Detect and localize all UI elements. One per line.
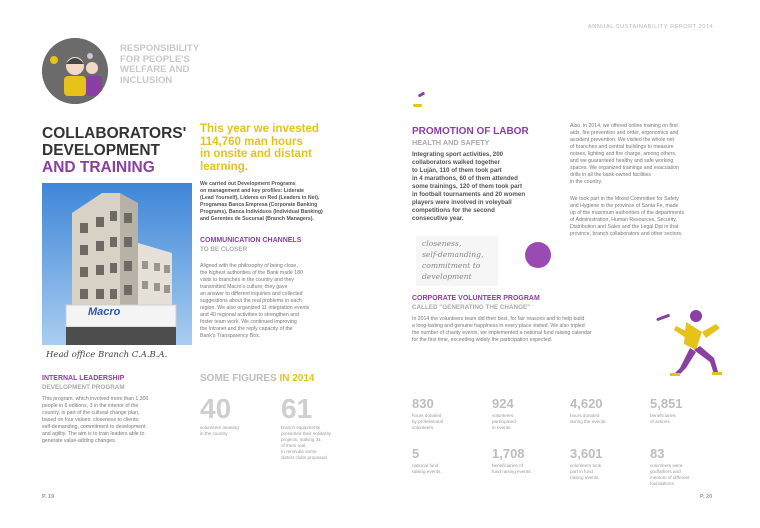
page-title: COLLABORATORS' DEVELOPMENT AND TRAINING <box>42 125 187 176</box>
stat-5: 5 <box>412 446 420 461</box>
figure-40: 40 <box>200 393 232 424</box>
section-badge-illustration <box>42 38 108 104</box>
comm-title: COMMUNICATION CHANNELS <box>200 237 302 244</box>
stat-3601: 3,601 <box>570 446 603 461</box>
stat-830-desc: hours donated by professional volunteers. <box>412 413 443 430</box>
figure-61-desc: branch equipments presented their solidarity projects, making 31 of them real, to renovate some district clubs proposed. <box>281 425 332 460</box>
promo-title: PROMOTION OF LABOR <box>412 126 529 137</box>
figures-title: SOME FIGURES IN 2014 <box>200 373 315 384</box>
comm-subtitle: TO BE CLOSER <box>200 246 248 253</box>
safety-paragraph-2: We took part in the Mixed Committee for Safety and Hygiene in the province of Santa Fe, made up of the maximum authorities of the departments of Administration, Human Resources, Security, Distribution and Sales and the Legal Dpt in that province, branch collaborators and other sectors. <box>570 196 685 237</box>
leadership-title: INTERNAL LEADERSHIP <box>42 375 125 382</box>
stat-3601-desc: volunteers took part in fund raising events. <box>570 463 602 480</box>
runner-illustration <box>650 302 730 380</box>
section-title: RESPONSIBILITY FOR PEOPLE'S WELFARE AND INCLUSION <box>120 43 200 86</box>
page-number-right: P. 20 <box>700 494 713 500</box>
highlight-heading: This year we invested 114,760 man hours in onsite and distant learning. <box>200 123 319 173</box>
volunteer-paragraph: In 2014 the volunteers team did their best, for fair reasons and to help build a long-lasting and genuine happiness in every place visited. We also tripled the number of charity events, we implemented a national fund raising calendar for the first time, exceeding widely the participation expected. <box>412 316 592 343</box>
photo-caption: Head office Branch C.A.B.A. <box>46 350 168 360</box>
figure-40-desc: volunteers meeting in the country. <box>200 425 239 436</box>
safety-paragraph-1: Also, in 2014, we offered online training on first aids, fire prevention and order, ergonomics and accident prevention. We visited the whole net of branches and central buildings to measure noises, lighting and fire charge, among others, and we guaranteed healthy and safe working spaces. We organized trainings and evacuation drills in all the bank-owned facilities in the country. <box>570 123 679 185</box>
volunteer-subtitle: CALLED "GENERATING THE CHANGE" <box>412 304 531 311</box>
intro-paragraph: We carried out Development Programs on management and key profiles: Liderate (Lead Yourself), Líderes en Red (Leaders in Net), Programas Banca Empresa (Corporate Banking Programs), Banca Individuos (Individual Banking) and Gerentes de Sucursal (Branch Managers). <box>200 181 323 222</box>
stat-83-desc: volunteers were godfathers and mentors of different foundations. <box>650 463 690 486</box>
stat-1708: 1,708 <box>492 446 525 461</box>
decor-purple-circle <box>525 242 551 268</box>
report-title: ANNUAL SUSTAINABILITY REPORT 2014 <box>588 24 714 30</box>
promo-paragraph: Integrating sport activities, 200 collaborators walked together to Luján, 110 of them took part in 4 marathons, 60 of them attended some trainings, 120 of them took part in football tournaments and 20 women players were involved in voleyball competitions for the second consecutive year. <box>412 151 526 222</box>
stat-83: 83 <box>650 446 665 461</box>
stat-924-desc: volunteers participated in events. <box>492 413 516 430</box>
leadership-subtitle: DEVELOPMENT PROGRAM <box>42 384 125 391</box>
stat-4620: 4,620 <box>570 396 603 411</box>
promo-subtitle: HEALTH AND SAFETY <box>412 138 490 147</box>
stat-5-desc: national fund raising events. <box>412 463 442 474</box>
volunteer-title: CORPORATE VOLUNTEER PROGRAM <box>412 295 540 302</box>
stat-4620-desc: hours donated during the events. <box>570 413 607 424</box>
decor-yellow-dash <box>413 104 422 107</box>
figure-61: 61 <box>281 393 313 424</box>
stat-924: 924 <box>492 396 514 411</box>
page-number-left: P. 19 <box>42 494 55 500</box>
comm-paragraph: Aligned with the philosophy of being close, the highest authorities of the Bank made 180 visits to branches in the country and they transmitted Macro's culture; they gave an answer to different inquiries and collected suggestions about the real problems in each region. We also organized 11 integration events and 40 regional activities to strengthen and foster team work. We continued improving the Intranet and the reply capacity of the Bank's Transparency Box. <box>200 263 310 339</box>
stat-5851: 5,851 <box>650 396 683 411</box>
stat-5851-desc: beneficiaries of actions. <box>650 413 676 424</box>
leadership-paragraph: This program, which involved more than 1,300 people in 6 editions, 3 in the interior of the country, is part of the cultural change plan, based on four values: closeness to clients; self-demanding, commitment to development and agility. The aim is to train leaders able to generate value-adding changes. <box>42 396 149 444</box>
handwritten-values-note: closeness, self-demanding, commitment to development <box>416 236 498 286</box>
photo-sign-text: Macro <box>88 306 121 318</box>
stat-830: 830 <box>412 396 434 411</box>
stat-1708-desc: beneficiaries of fund raising events. <box>492 463 532 474</box>
head-office-photo <box>42 183 192 345</box>
